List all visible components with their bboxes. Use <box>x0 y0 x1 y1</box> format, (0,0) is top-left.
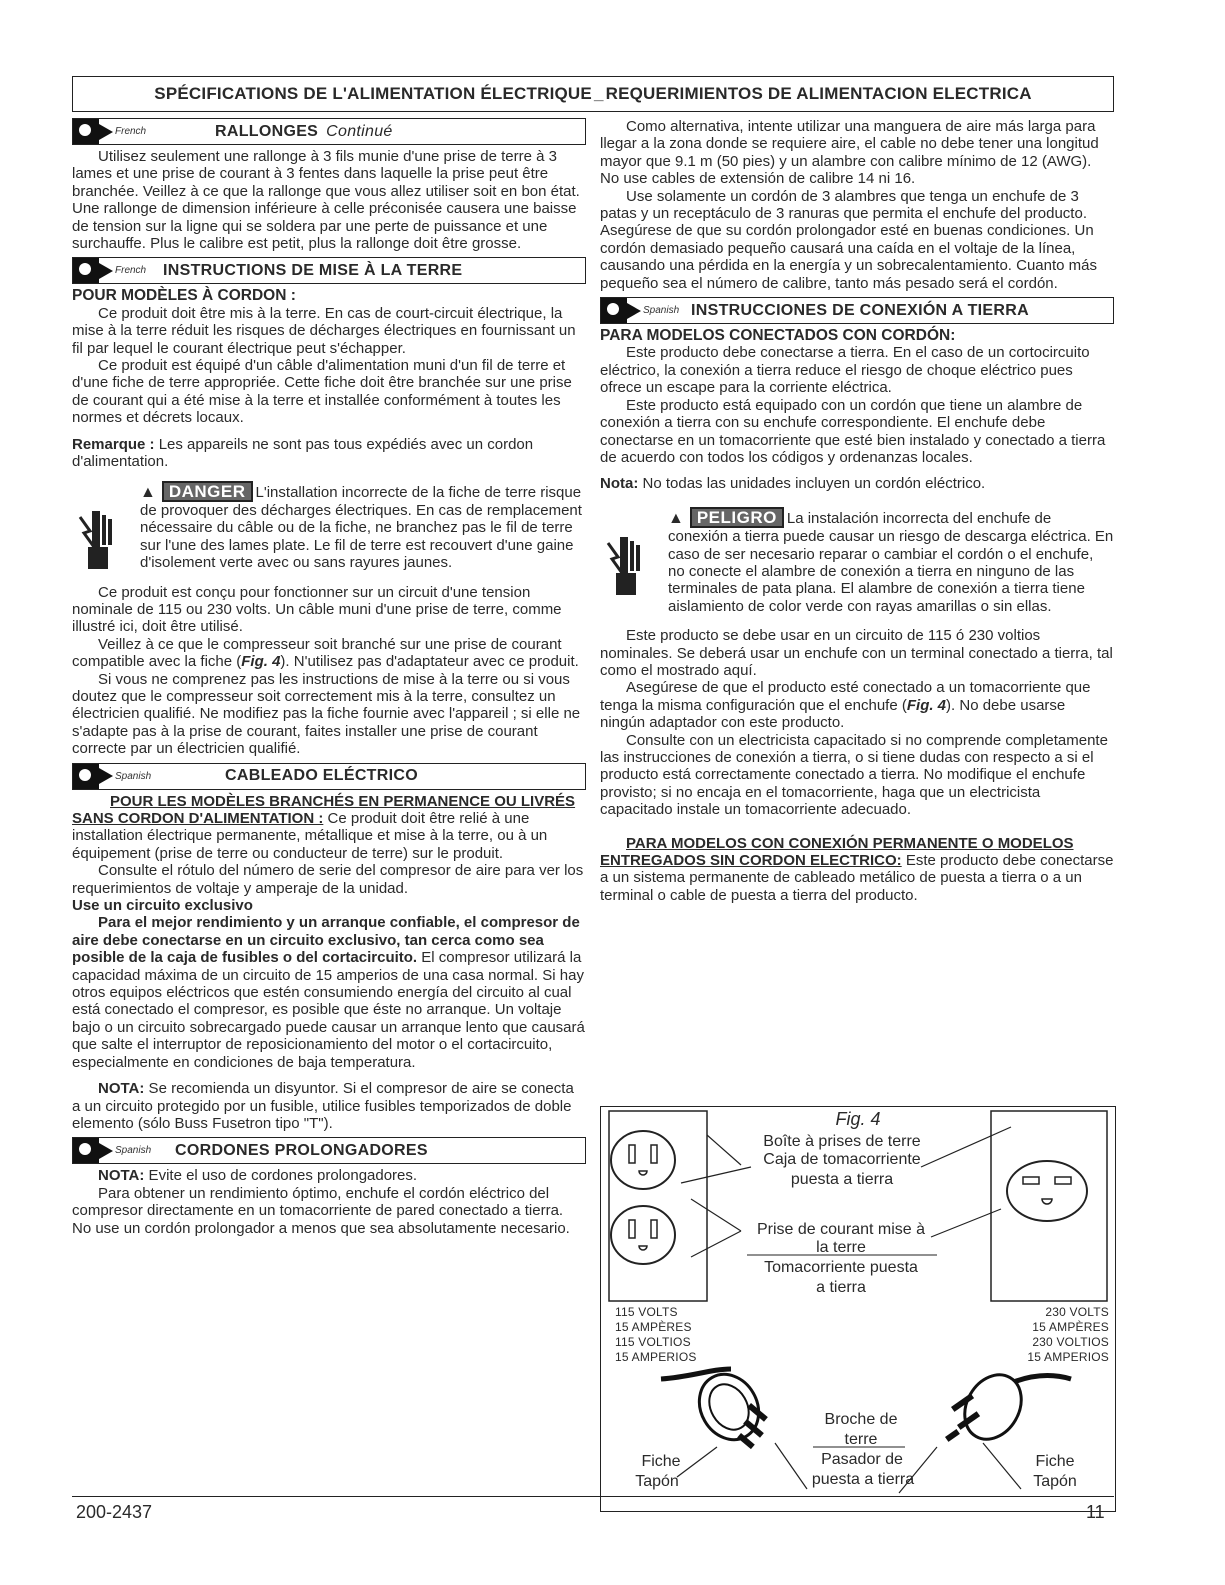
section-title: INSTRUCCIONES DE CONEXIÓN A TIERRA <box>691 301 1029 319</box>
doc-number: 200-2437 <box>76 1502 153 1522</box>
subheading: POUR MODÈLES À CORDON : <box>72 287 296 305</box>
paragraph: Ce produit doit être mis à la terre. En cas de court-circuit électrique, la mise à la terre réduit les risques de décharges électriques en fournissant un fil par lequel le courant électrique peut s'échapper. <box>72 304 576 357</box>
flag-icon <box>73 119 99 144</box>
left-specs <box>615 1305 697 1365</box>
figure-label-caja: Caja de tomacorriente <box>763 1151 921 1168</box>
page-number: 11 <box>1086 1502 1105 1522</box>
remark-paragraph <box>72 436 586 471</box>
figure-label-fiche-right: Fiche <box>1035 1453 1075 1470</box>
figure-label-fiche-left: Fiche <box>641 1453 681 1470</box>
header-title-fr: SPÉCIFICATIONS DE L'ALIMENTATION ÉLECTRIQUE <box>154 84 592 103</box>
spec-line: 15 AMPERIOS <box>1027 1350 1109 1364</box>
section-subtitle: Continué <box>326 122 393 140</box>
figure-label-caja-2: puesta a tierra <box>790 1171 894 1188</box>
outlet-icon <box>611 1131 675 1264</box>
section-bar-conexion <box>600 297 1114 324</box>
paragraph: Como alternativa, intente utilizar una manguera de aire más larga para llegar a la zona donde se requiere aire, el cable no debe tener una longitud mayor que 9.1 m (50 pies) y un alambre con calibre mínimo de 12 (AWG). No use cables de extensión de calibre 14 ni 16. <box>600 118 1099 188</box>
page-header <box>72 76 1114 112</box>
peligro-text-block <box>668 507 1114 615</box>
figure-label-broche: Broche de <box>824 1411 898 1428</box>
language-label: French <box>115 126 147 137</box>
paragraph: Este producto está equipado con un cordón que tiene un alambre de conexión a tierra con su enchufe correspondiente. El enchufe debe conectarse en un tomacorriente que esté bien instalado y conectado a tierra de acuerdo con todos los códigos y ordenanzas locales. <box>600 396 1106 466</box>
language-tag <box>601 298 691 323</box>
figure-label-prise-2: la terre <box>816 1239 866 1256</box>
figure-label-pasador-2: puesta a tierra <box>811 1471 915 1488</box>
paragraph <box>72 1167 586 1184</box>
paragraph: Este producto debe conectarse a tierra. En el caso de un cortocircuito eléctrico, la conexión a tierra reduce el riesgo de choque eléctrico pues ofrece un escape para la corriente eléctrica. <box>600 344 1090 397</box>
flag-icon <box>73 1138 99 1163</box>
paragraph: Consulte con un electricista capacitado si no comprende completamente las instrucciones de conexión a tierra, o si tiene dudas con respecto a si el producto está correctamente conectado a tierra. No modifique el enchufe provisto; si no encaja en el tomacorriente, haga que un electricista capacitado instale un tomacorriente adecuado. <box>600 731 1108 819</box>
paragraph: Ce produit est équipé d'un câble d'alimentation muni d'un fil de terre et d'une fiche de terre appropriée. Cette fiche doit être branchée sur une prise de courant qui a été mise à la terre et installée conformément à toutes les normes et décrets locaux. <box>72 357 572 427</box>
spec-line: 230 VOLTIOS <box>1032 1335 1109 1349</box>
warning-icon: ▲ <box>140 483 156 501</box>
language-tag <box>73 764 163 789</box>
header-separator: _ <box>593 84 604 103</box>
arrow-right-icon <box>627 303 641 319</box>
flag-icon <box>601 298 627 323</box>
text-run: Se recomienda un disyuntor. Si el compresor de aire se conecta a un circuito protegido por un fusible, utilice fusibles temporizados de doble elemento (sólo Buss Fusetron tipo "T"). <box>72 1080 574 1132</box>
text-run: Ce produit doit être relié à une installation électrique permanente, métallique et mise à la terre, ou à un équipement (prise de terre ou conducteur de terre) sur le produit. <box>72 810 548 862</box>
section-bar-rallonges <box>72 118 586 145</box>
section-title: INSTRUCTIONS DE MISE À LA TERRE <box>163 261 463 279</box>
flag-icon <box>73 258 99 283</box>
figure-label-tapon-right: Tapón <box>1033 1473 1077 1490</box>
danger-text-block <box>140 481 586 572</box>
figure-label-boite: Boîte à prises de terre <box>763 1133 921 1150</box>
figure-label-pasador: Pasador de <box>821 1451 903 1468</box>
section-title: CABLEADO ELÉCTRICO <box>225 767 418 785</box>
paragraph: Use solamente un cordón de 3 alambres que tenga un enchufe de 3 patas y un receptáculo de 3 ranuras que permita el enchufe del producto. Asegúrese de que su cordón prolongador esté en buenas condiciones. Un cordón demasiado pequeño causará una caída en el voltaje de la línea, causando una pérdida en la energía y un sobrecalentamiento. Cuanto más pequeño sea el número de calibre, tanto más pesado será el cordón. <box>600 187 1097 292</box>
language-label: Spanish <box>115 770 152 782</box>
electric-shock-icon <box>606 533 646 597</box>
figure-title: Fig. 4 <box>835 1109 881 1129</box>
figure-label-broche-2: terre <box>844 1431 878 1448</box>
note-label: Nota: <box>600 475 639 493</box>
paragraph <box>600 679 1114 731</box>
language-tag <box>73 1138 163 1163</box>
note-label: NOTA: <box>98 1167 145 1185</box>
arrow-right-icon <box>99 124 113 140</box>
figure-4 <box>600 1106 1116 1512</box>
fig-reference: Fig. 4 <box>241 653 281 671</box>
paragraph: Consulte el rótulo del número de serie del compresor de aire para ver los requerimientos de voltaje y amperaje de la unidad. <box>72 862 584 897</box>
section-bar-cableado <box>72 763 586 790</box>
text-run: ). No debe usarse ningún adaptador con este producto. <box>600 696 1066 732</box>
section-bar-mise-terre <box>72 257 586 284</box>
bold-run: Para el mejor rendimiento y un arranque confiable, el compresor de aire debe conectarse en un circuito exclusivo, tan cerca como sea posible de la caja de fusibles o del cortacircuito. <box>72 914 580 967</box>
spec-line: 230 VOLTS <box>1045 1305 1109 1319</box>
figure-label-toma-2: a tierra <box>816 1279 866 1296</box>
spec-line: 115 VOLTS <box>615 1305 678 1319</box>
peligro-notice <box>600 507 1114 615</box>
paragraph: Este producto se debe usar en un circuito de 115 ó 230 voltios nominales. Se deberá usar un enchufe con un terminal conectado a tierra, tal como el mostrado aquí. <box>600 627 1113 679</box>
arrow-right-icon <box>99 263 113 279</box>
underlined-heading: POUR LES MODÈLES BRANCHÉS EN PERMANENCE OU LIVRÉS SANS CORDON D'ALIMENTATION : <box>72 792 576 827</box>
language-tag <box>73 258 163 283</box>
left-column <box>72 116 586 1237</box>
danger-notice <box>72 481 586 572</box>
language-tag <box>73 119 163 144</box>
language-label: Spanish <box>115 1145 152 1157</box>
fig-reference: Fig. 4 <box>906 696 947 714</box>
plug-icon <box>661 1364 770 1451</box>
section-title: CORDONES PROLONGADORES <box>175 1141 428 1159</box>
page <box>72 76 1114 1490</box>
note-paragraph <box>600 475 1114 492</box>
subheading: Use un circuito exclusivo <box>72 897 253 915</box>
text-run: Evite el uso de cordones prolongadores. <box>144 1167 418 1185</box>
plug-icon <box>945 1365 1071 1450</box>
paragraph: Para obtener un rendimiento óptimo, enchufe el cordón eléctrico del compresor directamente en un tomacorriente de pared conectado a tierra. No use un cordón prolongador a menos que sea absolutamente necesario. <box>72 1184 570 1237</box>
language-label: Spanish <box>643 305 680 317</box>
danger-text: L'installation incorrecte de la fiche de terre risque de provoquer des décharges électriques. En cas de remplacement nécessaire du câble ou de la fiche, ne branchez pas le fil de terre sur l'une des lames plate. Le fil de terre est recouvert d'une gaine d'isolement verte avec ou sans rayures jaunes. <box>140 483 582 572</box>
text-run: El compresor utilizará la capacidad máxima de un circuito de 15 amperios de una casa normal. Si hay otros equipos eléctricos que estén consumiendo energía del circuito al cual está conectado el compresor, es posible que éste no arranque. Un voltaje bajo o un circuito sobrecargado puede causar un arranque lento que causará que salte el interruptor de reposicionamiento del motor o el cortacircuito, especialmente en condiciones de baja temperatura. <box>72 949 585 1071</box>
text-run: Este producto debe conectarse a un sistema permanente de cableado metálico de puesta a tierra o a un terminal o cable de puesta a tierra del producto. <box>600 852 1114 904</box>
figure-label-prise: Prise de courant mise à <box>756 1221 926 1238</box>
figure-label-toma: Tomacorriente puesta <box>764 1259 918 1276</box>
spec-line: 115 VOLTIOS <box>615 1335 691 1349</box>
paragraph: Si vous ne comprenez pas les instructions de mise à la terre ou si vous doutez que le compresseur soit correctement mis à la terre, consultez un électricien qualifié. Ne modifiez pas la fiche fournie avec l'appareil ; si elle ne s'adapte pas à la prise de courant, faites installer une prise de courant correcte par un électricien qualifié. <box>72 670 581 758</box>
electric-shock-icon <box>78 507 118 571</box>
paragraph: Utilisez seulement une rallonge à 3 fils munie d'une prise de terre à 3 lames et une prise de courant à 3 fentes dans laquelle la prise peut être branchée. Veillez à ce que la rallonge que vous allez utiliser soit en bon état. Une rallonge de dimension inférieure à celle préconisée causera une baisse de tension sur la ligne qui se soldera par une perte de puissance et une surchauffe. Plus le calibre est petit, plus la rallonge doit être grosse. <box>72 148 580 253</box>
peligro-text: La instalación incorrecta del enchufe de conexión a tierra puede causar un riesgo de descarga eléctrica. En caso de ser necesario reparar o cambiar el cordón o el enchufe, no conecte el alambre de conexión a tierra en ninguno de las terminales de pata plana. El alambre de conexión a tierra tiene aislamiento de color verde con rayas amarillas o sin ellas. <box>668 509 1114 615</box>
text-run: Asegúrese de que el producto esté conectado a un tomacorriente que tenga la misma configuración que el enchufe ( <box>600 679 1091 714</box>
note-label: NOTA: <box>98 1080 145 1098</box>
right-column <box>600 116 1114 1490</box>
flag-icon <box>73 764 99 789</box>
spec-line: 15 AMPÈRES <box>615 1320 692 1334</box>
text-run: Veillez à ce que le compresseur soit branché sur une prise de courant compatible avec la fiche ( <box>72 635 562 671</box>
paragraph <box>72 793 586 863</box>
text-run: ). N'utilisez pas d'adaptateur avec ce produit. <box>280 653 579 671</box>
paragraph <box>72 636 586 671</box>
warning-icon: ▲ <box>668 509 684 527</box>
right-specs <box>1027 1305 1109 1365</box>
subheading: PARA MODELOS CONECTADOS CON CORDÓN: <box>600 327 956 345</box>
footer-rule <box>72 1496 1114 1497</box>
header-title-es: REQUERIMIENTOS DE ALIMENTACION ELECTRICA <box>605 84 1032 103</box>
remark-label: Remarque : <box>72 435 155 453</box>
spec-line: 15 AMPERIOS <box>615 1350 697 1364</box>
paragraph <box>600 835 1114 905</box>
section-title: RALLONGES <box>215 122 319 140</box>
paragraph <box>72 1080 586 1132</box>
section-bar-cordones <box>72 1137 586 1164</box>
underlined-heading: PARA MODELOS CON CONEXIÓN PERMANENTE O MODELOS ENTREGADOS SIN CORDON ELECTRICO: <box>600 834 1074 870</box>
language-label: French <box>115 265 147 277</box>
text-run: No todas las unidades incluyen un cordón eléctrico. <box>638 475 986 493</box>
peligro-badge: PELIGRO <box>690 507 784 528</box>
danger-badge: DANGER <box>162 481 253 502</box>
paragraph: Ce produit est conçu pour fonctionner sur un circuit d'une tension nominale de 115 ou 230 volts. Un câble muni d'une prise de terre, comme illustré ici, doit être utilisé. <box>72 583 562 636</box>
figure-label-tapon-left: Tapón <box>635 1473 679 1490</box>
arrow-right-icon <box>99 1143 113 1159</box>
spec-line: 15 AMPÈRES <box>1032 1320 1109 1334</box>
paragraph <box>72 914 586 1071</box>
arrow-right-icon <box>99 768 113 784</box>
remark-text: Les appareils ne sont pas tous expédiés avec un cordon d'alimentation. <box>72 435 534 471</box>
